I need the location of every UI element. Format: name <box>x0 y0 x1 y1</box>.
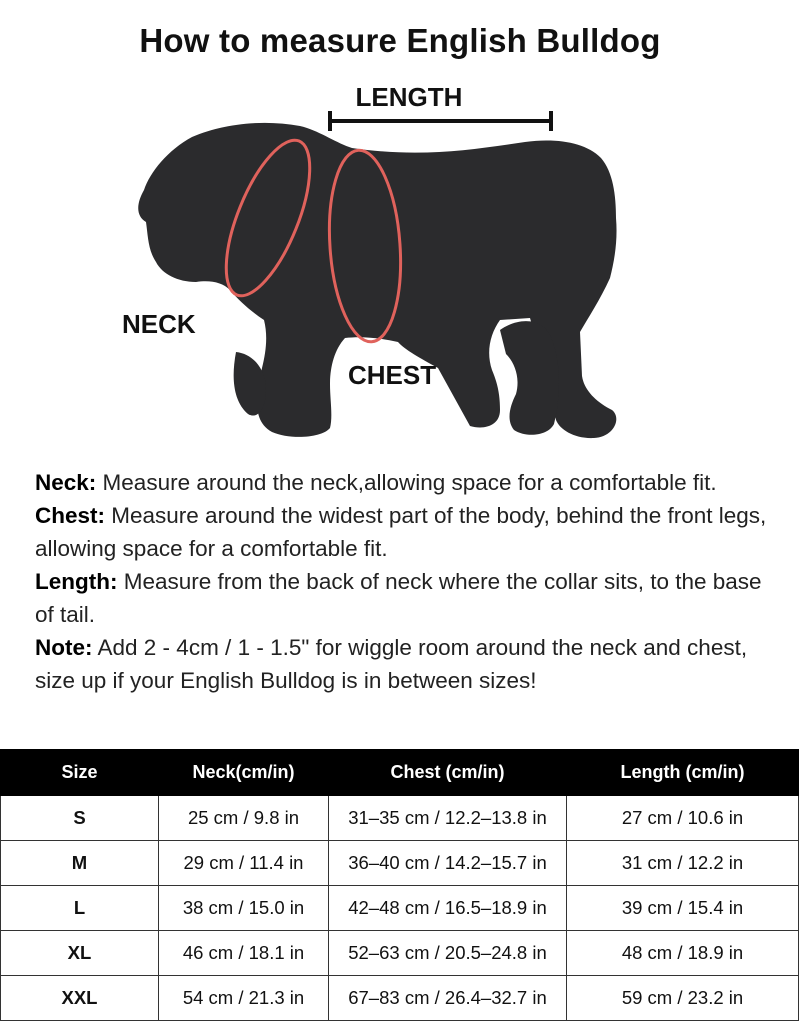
size-cell: S <box>1 796 159 841</box>
header-chest: Chest (cm/in) <box>329 750 567 796</box>
chest-cell: 42–48 cm / 16.5–18.9 in <box>329 886 567 931</box>
length-bracket <box>330 111 551 131</box>
chest-cell: 67–83 cm / 26.4–32.7 in <box>329 976 567 1021</box>
chest-cell: 31–35 cm / 12.2–13.8 in <box>329 796 567 841</box>
chest-label: CHEST <box>348 360 437 390</box>
length-cell: 31 cm / 12.2 in <box>567 841 799 886</box>
measurement-instructions <box>35 466 775 697</box>
length-cell: 39 cm / 15.4 in <box>567 886 799 931</box>
header-length: Length (cm/in) <box>567 750 799 796</box>
instruction-neck: Neck: Measure around the neck,allowing space for a comfortable fit. <box>35 470 717 495</box>
table-row <box>1 931 799 976</box>
bulldog-measurement-diagram <box>100 75 660 450</box>
instruction-note: Note: Add 2 - 4cm / 1 - 1.5" for wiggle room around the neck and chest, size up if your English Bulldog is in between sizes! <box>35 635 748 693</box>
neck-cell: 46 cm / 18.1 in <box>159 931 329 976</box>
table-row <box>1 841 799 886</box>
table-row <box>1 796 799 841</box>
bulldog-silhouette <box>138 123 616 438</box>
table-row <box>1 886 799 931</box>
length-cell: 59 cm / 23.2 in <box>567 976 799 1021</box>
neck-cell: 54 cm / 21.3 in <box>159 976 329 1021</box>
table-header-row <box>1 750 799 796</box>
table-row <box>1 976 799 1021</box>
length-cell: 48 cm / 18.9 in <box>567 931 799 976</box>
length-cell: 27 cm / 10.6 in <box>567 796 799 841</box>
size-cell: M <box>1 841 159 886</box>
neck-cell: 25 cm / 9.8 in <box>159 796 329 841</box>
header-size: Size <box>1 750 159 796</box>
neck-cell: 29 cm / 11.4 in <box>159 841 329 886</box>
neck-cell: 38 cm / 15.0 in <box>159 886 329 931</box>
page-title: How to measure English Bulldog <box>139 22 661 59</box>
chest-cell: 36–40 cm / 14.2–15.7 in <box>329 841 567 886</box>
size-cell: XXL <box>1 976 159 1021</box>
instruction-chest: Chest: Measure around the widest part of the body, behind the front legs, allowing space for a comfortable fit. <box>35 503 767 561</box>
instruction-length: Length: Measure from the back of neck where the collar sits, to the base of tail. <box>35 569 762 627</box>
size-chart-table <box>0 749 799 1021</box>
size-cell: L <box>1 886 159 931</box>
length-label: LENGTH <box>355 82 463 112</box>
chest-cell: 52–63 cm / 20.5–24.8 in <box>329 931 567 976</box>
neck-label: NECK <box>122 309 196 339</box>
size-cell: XL <box>1 931 159 976</box>
header-neck: Neck(cm/in) <box>159 750 329 796</box>
